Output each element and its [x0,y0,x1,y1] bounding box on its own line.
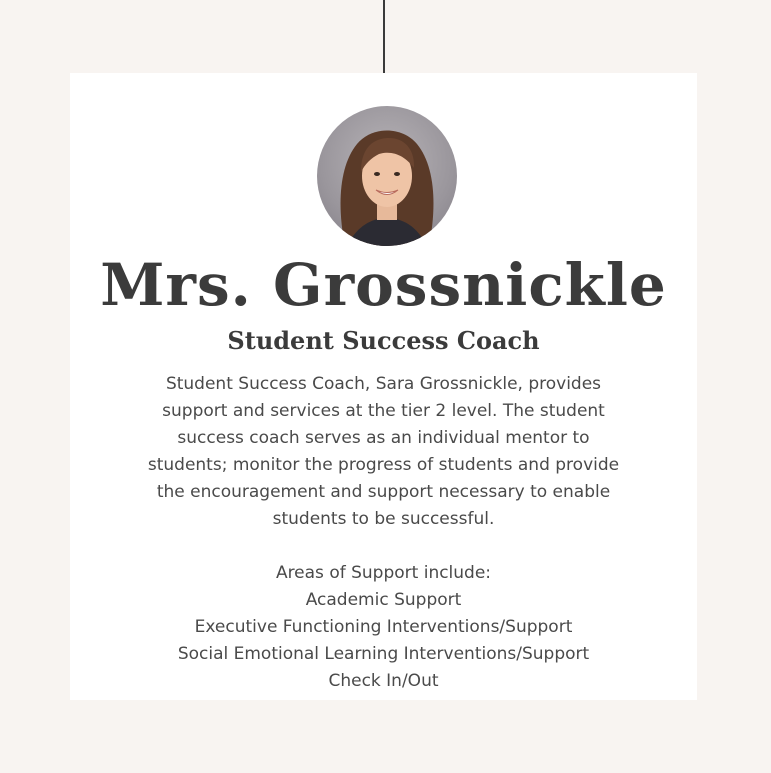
support-item: Executive Functioning Interventions/Support [194,617,573,637]
profile-card [70,73,697,700]
support-heading: Areas of Support include: [275,563,492,583]
portrait-photo-icon [317,106,457,246]
bio-line: students; monitor the progress of students and provide [147,455,620,475]
bio-text [70,371,697,695]
spacer [70,533,697,560]
profile-photo [317,106,457,246]
support-item: Social Emotional Learning Interventions/Support [177,644,590,664]
bio-line: support and services at the tier 2 level. The student [162,401,605,421]
staff-name: Mrs. Grossnickle [100,251,667,319]
bio-line: success coach serves as an individual mentor to [177,428,590,448]
staff-role: Student Success Coach [227,326,540,355]
support-item: Academic Support [305,590,462,610]
bio-line: the encouragement and support necessary to enable [156,482,611,502]
support-item: Check In/Out [328,671,439,691]
bio-line: Student Success Coach, Sara Grossnickle, provides [165,374,602,394]
bio-line: students to be successful. [272,509,495,529]
